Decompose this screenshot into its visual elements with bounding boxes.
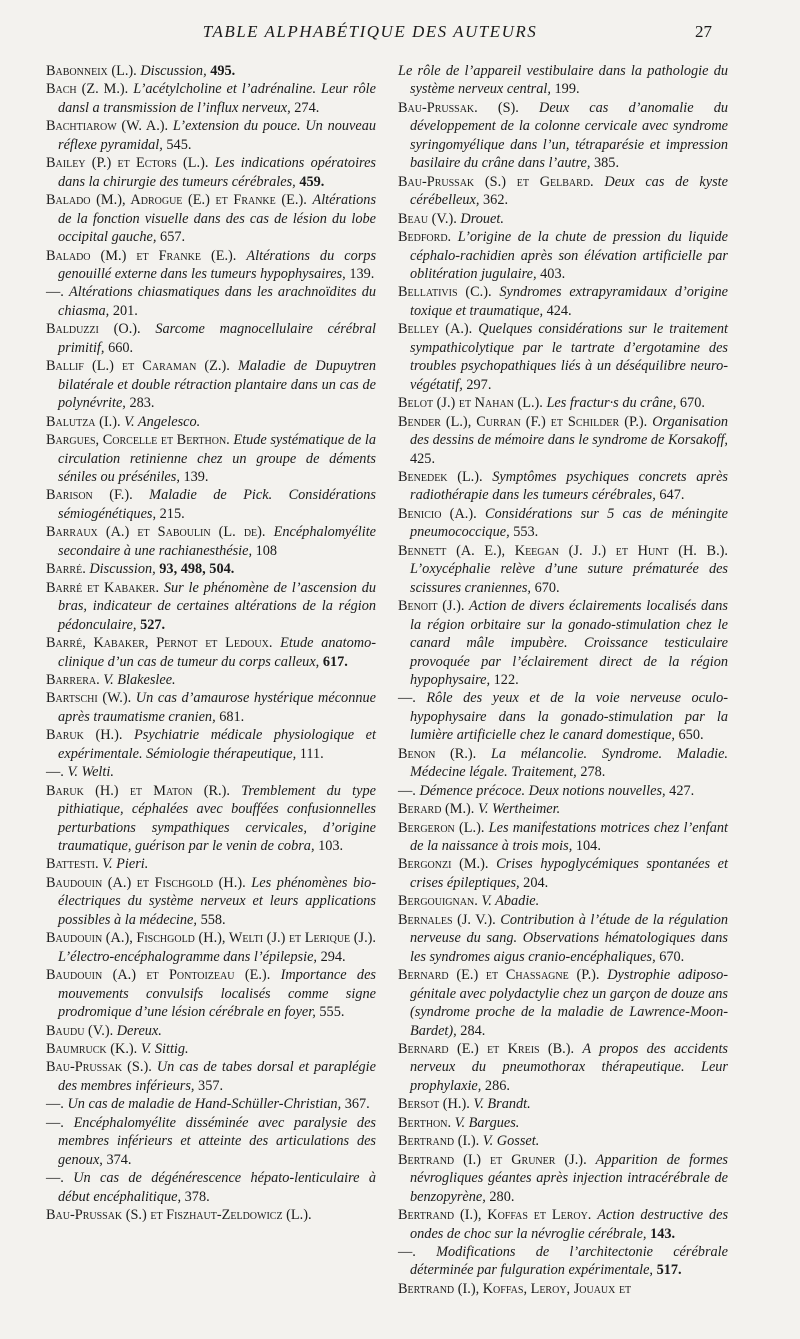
entry-page-ref: 374. bbox=[106, 1151, 132, 1168]
entry-page-ref: 670. bbox=[679, 395, 705, 412]
entry-author: —. bbox=[46, 1096, 64, 1113]
index-entry bbox=[398, 320, 728, 394]
index-entry bbox=[46, 523, 376, 560]
entry-title: Encéphalomyélite secondaire à une rachianesthésie, bbox=[58, 524, 377, 559]
entry-title: Un cas de tabes dorsal et paraplégie des membres inférieurs, bbox=[58, 1059, 376, 1094]
entry-author: Baudu (V.). bbox=[46, 1022, 114, 1039]
index-entry bbox=[46, 1058, 376, 1095]
entry-title: Etude systématique de la circulation retinienne chez un groupe de déments séniles ou préséniles, bbox=[58, 432, 376, 485]
entry-page-ref: 424. bbox=[546, 302, 572, 319]
entry-title: Tremblement du type pithiatique, céphalées avec bouffées confusionnelles perturbations sympathiques cervicales, d’origine traumatique, guérison par le venin de cobra, bbox=[58, 782, 376, 855]
entry-title: Maladie de Dupuytren bilatérale et double rétraction plantaire dans un cas de polynévrite, bbox=[58, 358, 377, 412]
entry-title: V. Angelesco. bbox=[124, 413, 201, 430]
entry-author: Bersot (H.). bbox=[398, 1096, 470, 1113]
entry-title: Un cas de maladie de Hand-Schüller-Christian, bbox=[67, 1096, 342, 1113]
entry-page-ref: 367. bbox=[344, 1096, 370, 1113]
index-entry bbox=[46, 357, 376, 412]
entry-author: —. bbox=[46, 1170, 64, 1187]
entry-title: Démence précoce. Deux notions nouvelles, bbox=[419, 782, 666, 799]
entry-page-ref: 201. bbox=[112, 302, 138, 319]
entry-page-ref: 280. bbox=[489, 1188, 515, 1205]
entry-title: V. Wertheimer. bbox=[477, 801, 561, 818]
entry-author: —. bbox=[398, 690, 416, 707]
entry-title: Sur le phénomène de l’ascension du bras, indicateur de certaines altérations de la région pédonculaire, bbox=[58, 579, 376, 633]
entry-title: V. Gosset. bbox=[482, 1133, 540, 1150]
entry-title: V. Abadie. bbox=[481, 893, 540, 910]
entry-page-ref: 495. bbox=[210, 63, 236, 79]
index-entry bbox=[398, 210, 728, 228]
entry-title: Deux cas de kyste cérébelleux, bbox=[410, 173, 729, 209]
index-entry bbox=[398, 1280, 728, 1298]
entry-author: Berard (M.). bbox=[398, 801, 475, 818]
index-entry bbox=[46, 855, 376, 873]
index-entry bbox=[398, 689, 728, 744]
entry-author: Bennett (A. E.), Keegan (J. J.) et Hunt (H. B.). bbox=[398, 542, 728, 559]
entry-title: Un cas d’amaurose hystérique méconnue après traumatisme cranien, bbox=[58, 690, 376, 725]
entry-author: Belot (J.) et Nahan (L.). bbox=[398, 395, 543, 412]
entry-page-ref: 357. bbox=[198, 1077, 224, 1094]
right-column bbox=[398, 62, 728, 1298]
entry-author: Bartschi (W.). bbox=[46, 690, 132, 707]
index-entry bbox=[398, 1114, 728, 1132]
index-entry bbox=[398, 782, 728, 800]
index-entry bbox=[398, 1243, 728, 1280]
entry-title: L’origine de la chute de pression du liquide céphalo-rachidien après son élévation artificielle par oblitération jugulaire, bbox=[410, 229, 729, 282]
index-entry bbox=[46, 486, 376, 523]
index-entry bbox=[398, 505, 728, 542]
entry-page-ref: 286. bbox=[484, 1077, 510, 1094]
index-entry bbox=[398, 173, 728, 210]
index-entry bbox=[46, 1169, 376, 1206]
entry-author: Barraux (A.) et Saboulin (L. de). bbox=[46, 524, 266, 541]
entry-title: Les manifestations motrices chez l’enfant de la naissance à trois mois, bbox=[410, 819, 728, 855]
index-entry bbox=[46, 1040, 376, 1058]
entry-author: Battesti. bbox=[46, 856, 99, 873]
index-entry bbox=[46, 62, 376, 80]
index-entry bbox=[46, 80, 376, 117]
entry-author: Baruk (H.). bbox=[46, 727, 123, 744]
entry-page-ref: 283. bbox=[129, 395, 155, 412]
index-entry bbox=[46, 431, 376, 486]
entry-page-ref: 425. bbox=[410, 450, 436, 467]
entry-author: Bachtiarow (W. A.). bbox=[46, 118, 169, 135]
entry-page-ref: 108 bbox=[255, 542, 278, 559]
entry-title: A propos des accidents nerveux du pneumothorax thérapeutique. Leur prophylaxie, bbox=[410, 1041, 728, 1094]
entry-author: Bau-Prussak (S.) et Fiszhaut-Zeldowicz (L.). bbox=[46, 1207, 312, 1224]
entry-author: Bergeron (L.). bbox=[398, 819, 485, 836]
entry-author: Bergouignan. bbox=[398, 893, 478, 910]
index-entry bbox=[46, 560, 376, 578]
index-entry bbox=[398, 819, 728, 856]
entry-page-ref: 378. bbox=[184, 1188, 210, 1205]
entry-author: Bertrand (I.), Koffas et Leroy. bbox=[398, 1207, 592, 1224]
entry-page-ref: 545. bbox=[166, 136, 192, 153]
entry-title: Les indications opératoires dans la chirurgie des tumeurs cérébrales, bbox=[58, 155, 376, 190]
entry-author: Belley (A.). bbox=[398, 321, 473, 338]
entry-title: L’oxycéphalie relève d’une suture prématurée des scissures craniennes, bbox=[410, 561, 728, 596]
entry-title: Discussion, bbox=[89, 561, 156, 578]
entry-title: V. Welti. bbox=[67, 764, 114, 781]
entry-author: Bau-Prussak. (S). bbox=[398, 99, 519, 116]
index-entry bbox=[46, 1114, 376, 1169]
index-entry bbox=[46, 117, 376, 154]
entry-page-ref: 284. bbox=[460, 1022, 486, 1039]
index-entry bbox=[398, 1132, 728, 1150]
entry-page-ref: 274. bbox=[294, 99, 320, 116]
index-entry bbox=[46, 874, 376, 929]
entry-page-ref: 111. bbox=[299, 745, 324, 762]
entry-author: Balado (M.) et Franke (E.). bbox=[46, 247, 237, 264]
entry-title: Organisation des dessins de mémoire dans le syndrome de Korsakoff, bbox=[410, 413, 729, 449]
index-entry bbox=[398, 800, 728, 818]
index-entry bbox=[46, 154, 376, 191]
index-entry bbox=[398, 228, 728, 283]
entry-title: L’extension du pouce. Un nouveau réflexe pyramidal, bbox=[58, 118, 377, 153]
entry-title: V. Blakeslee. bbox=[103, 671, 176, 688]
entry-title: Dereux. bbox=[116, 1022, 162, 1039]
entry-author: Bernard (E.) et Kreis (B.). bbox=[398, 1041, 575, 1058]
index-entry bbox=[46, 689, 376, 726]
entry-page-ref: 670. bbox=[534, 579, 560, 596]
entry-author: Benicio (A.). bbox=[398, 505, 477, 522]
entry-title: L’acétylcholine et l’adrénaline. Leur rôle dansl a transmission de l’influx nerveux, bbox=[58, 81, 376, 116]
page-number: 27 bbox=[695, 22, 712, 41]
entry-page-ref: 139. bbox=[349, 265, 375, 282]
index-entry bbox=[398, 597, 728, 689]
entry-title: L’électro-encéphalogramme dans l’épilepsie, bbox=[58, 948, 317, 965]
entry-author: Bernales (J. V.). bbox=[398, 911, 496, 928]
index-entry bbox=[398, 394, 728, 412]
entry-page-ref: 143. bbox=[650, 1225, 676, 1242]
entry-page-ref: 403. bbox=[540, 265, 566, 282]
index-entry bbox=[46, 283, 376, 320]
entry-page-ref: 103. bbox=[318, 838, 344, 855]
entry-title: Un cas de dégénérescence hépato-lenticulaire à début encéphalitique, bbox=[58, 1170, 376, 1205]
index-entry bbox=[398, 745, 728, 782]
entry-title: Syndromes extrapyramidaux d’origine toxique et traumatique, bbox=[410, 284, 728, 319]
entry-author: Bernard (E.) et Chassagne (P.). bbox=[398, 967, 600, 984]
entry-title: Quelques considérations sur le traitement sympathicolytique par le tartrate d’ergotamine des troubles psychopathiques liés à un déséquilibre neuro-végétatif, bbox=[410, 321, 728, 393]
entry-author: —. bbox=[46, 764, 64, 781]
entry-page-ref: 650. bbox=[678, 727, 704, 744]
entry-page-ref: 670. bbox=[659, 948, 685, 965]
entry-author: Benedek (L.). bbox=[398, 468, 483, 485]
entry-page-ref: 204. bbox=[523, 874, 549, 891]
index-entry bbox=[46, 1095, 376, 1113]
entry-author: Balduzzi (O.). bbox=[46, 321, 141, 338]
entry-author: —. bbox=[398, 1244, 416, 1260]
entry-page-ref: 297. bbox=[466, 376, 492, 393]
index-entry bbox=[46, 1022, 376, 1040]
entry-page-ref: 427. bbox=[669, 782, 695, 799]
entry-title: Etude anatomo-clinique d’un cas de tumeur du corps calleux, bbox=[58, 635, 376, 670]
entry-author: Benoit (J.). bbox=[398, 598, 465, 615]
entry-page-ref: 558. bbox=[200, 911, 226, 928]
entry-author: Barré, Kabaker, Pernot et Ledoux. bbox=[46, 635, 273, 652]
index-entry bbox=[46, 671, 376, 689]
entry-page-ref: 93, 498, 504. bbox=[159, 561, 235, 578]
index-entry bbox=[398, 99, 728, 173]
entry-author: Bender (L.), Curran (F.) et Schilder (P.). bbox=[398, 413, 648, 430]
entry-author: Balutza (I.). bbox=[46, 413, 121, 430]
entry-author: Bach (Z. M.). bbox=[46, 81, 129, 98]
entry-title: Discussion, bbox=[140, 63, 207, 79]
entry-author: —. bbox=[46, 284, 64, 301]
entry-page-ref: 647. bbox=[659, 487, 685, 504]
entry-author: Baumruck (K.). bbox=[46, 1041, 138, 1058]
entry-page-ref: 617. bbox=[322, 653, 348, 670]
entry-author: —. bbox=[398, 782, 416, 799]
index-entry bbox=[46, 579, 376, 634]
entry-page-ref: 362. bbox=[483, 192, 509, 209]
entry-page-ref: 294. bbox=[320, 948, 346, 965]
index-entry bbox=[398, 1095, 728, 1113]
entry-title: V. Brandt. bbox=[473, 1096, 531, 1113]
index-entry bbox=[46, 247, 376, 284]
entry-title: Action de divers éclairements localisés dans la région orbitaire sur la gonado-stimulation chez le canard mâle impubère. Croissance testiculaire provoquée par l’éclairement direct de la région hypophysaire, bbox=[410, 598, 728, 688]
entry-author: —. bbox=[46, 1114, 64, 1131]
entry-title: Symptômes psychiques concrets après radiothérapie dans les tumeurs cérébrales, bbox=[410, 468, 729, 504]
entry-author: Baudouin (A.), Fischgold (H.), Welti (J.) et Lerique (J.). bbox=[46, 930, 376, 947]
index-entry bbox=[398, 855, 728, 892]
entry-author: Bedford. bbox=[398, 229, 452, 246]
index-entry bbox=[398, 892, 728, 910]
entry-page-ref: 139. bbox=[183, 468, 209, 485]
index-entry bbox=[398, 468, 728, 505]
entry-title: Maladie de Pick. Considérations sémiogénétiques, bbox=[58, 487, 376, 522]
entry-author: Barrera. bbox=[46, 671, 100, 688]
index-entry bbox=[46, 320, 376, 357]
entry-title: V. Sittig. bbox=[140, 1041, 189, 1058]
entry-page-ref: 199. bbox=[554, 81, 580, 98]
entry-page-ref: 657. bbox=[160, 229, 186, 246]
entry-title: Les phénomènes bio-électriques du système nerveux et leurs applications possibles à la médecine, bbox=[58, 874, 376, 928]
entry-author: Ballif (L.) et Caraman (Z.). bbox=[46, 358, 230, 375]
entry-author: Baudouin (A.) et Pontoizeau (E.). bbox=[46, 967, 271, 984]
entry-page-ref: 122. bbox=[493, 671, 519, 688]
index-entry bbox=[398, 283, 728, 320]
entry-title: Importance des mouvements convulsifs localisés comme signe prodromique d’une lésion cérébrale en foyer, bbox=[58, 967, 376, 1021]
index-entry bbox=[398, 413, 728, 468]
entry-author: Berthon. bbox=[398, 1114, 452, 1131]
index-entry bbox=[46, 929, 376, 966]
index-entry bbox=[46, 1206, 376, 1224]
entry-title: Encéphalomyélite disséminée avec paralysie des membres inférieurs et atteinte des articulations des genoux, bbox=[58, 1114, 376, 1168]
entry-title: Altérations de la fonction visuelle dans des cas de lésion du lobe occipital gauche, bbox=[58, 192, 377, 246]
entry-author: Beau (V.). bbox=[398, 210, 457, 227]
index-entry bbox=[46, 634, 376, 671]
entry-author: Bailey (P.) et Ectors (L.). bbox=[46, 155, 209, 172]
entry-title: V. Bargues. bbox=[454, 1114, 520, 1131]
index-entry bbox=[46, 763, 376, 781]
entry-title: Apparition de formes névrogliques géantes après injection intracérébrale de benzopyrène, bbox=[410, 1151, 728, 1205]
entry-page-ref: 553. bbox=[513, 524, 539, 541]
entry-title: La mélancolie. Syndrome. Maladie. Médecine légale. Traitement, bbox=[410, 745, 728, 781]
entry-page-ref: 104. bbox=[575, 838, 601, 855]
entry-page-ref: 681. bbox=[219, 708, 245, 725]
entry-page-ref: 278. bbox=[580, 764, 606, 781]
entry-title: Psychiatrie médicale physiologique et expérimentale. Sémiologie thérapeutique, bbox=[58, 727, 376, 762]
entry-page-ref: 215. bbox=[159, 505, 185, 522]
entry-author: Baudouin (A.) et Fischgold (H.). bbox=[46, 874, 246, 891]
entry-title: Sarcome magnocellulaire cérébral primitif, bbox=[58, 321, 376, 356]
entry-author: Barré. bbox=[46, 561, 86, 578]
entry-page-ref: 555. bbox=[319, 1004, 345, 1021]
entry-author: Bertrand (I.) et Gruner (J.). bbox=[398, 1151, 587, 1168]
entry-page-ref: 459. bbox=[299, 173, 325, 190]
entry-author: Benon (R.). bbox=[398, 745, 477, 762]
entry-author: Balado (M.), Adrogue (E.) et Franke (E.). bbox=[46, 192, 307, 209]
entry-author: Bertrand (I.). bbox=[398, 1133, 480, 1150]
entry-author: Bargues, Corcelle et Berthon. bbox=[46, 432, 230, 449]
entry-author: Barison (F.). bbox=[46, 487, 133, 504]
index-entry bbox=[46, 966, 376, 1021]
entry-author: Baruk (H.) et Maton (R.). bbox=[46, 782, 230, 799]
entry-author: Bergonzi (M.). bbox=[398, 856, 489, 873]
index-entry bbox=[46, 191, 376, 246]
index-entry bbox=[398, 1151, 728, 1206]
entry-author: Bau-Prussak (S.). bbox=[46, 1059, 152, 1076]
entry-author: Barré et Kabaker. bbox=[46, 579, 160, 596]
index-entry bbox=[398, 1040, 728, 1095]
index-entry bbox=[46, 782, 376, 856]
entry-title: Crises hypoglycémiques spontanées et crises épileptiques, bbox=[410, 856, 728, 891]
entry-title: Les fractur·s du crâne, bbox=[546, 395, 677, 412]
entry-title: Contribution à l’étude de la régulation nerveuse du sang. Observations hématologiques dans les syndromes aigus cranio-encéphaliques, bbox=[410, 911, 729, 965]
entry-author: Bau-Prussak (S.) et Gelbard. bbox=[398, 173, 594, 190]
entry-title: Altérations chiasmatiques dans les arachnoïdites du chiasma, bbox=[58, 284, 377, 319]
index-entry bbox=[398, 911, 728, 966]
entry-title: V. Pieri. bbox=[102, 856, 149, 873]
entry-title: Le rôle de l’appareil vestibulaire dans la pathologie du système nerveux central, bbox=[398, 63, 728, 98]
entry-page-ref: 385. bbox=[594, 155, 620, 172]
index-entry bbox=[398, 1206, 728, 1243]
entry-title: Rôle des yeux et de la voie nerveuse oculo-hypophysaire dans la gonado-stimulation par la lumière artificielle chez le canard domestique, bbox=[410, 690, 728, 744]
entry-page-ref: 527. bbox=[140, 616, 166, 633]
index-entry bbox=[398, 62, 728, 99]
index-entry bbox=[46, 413, 376, 431]
entry-title: Drouet. bbox=[460, 210, 504, 227]
entry-page-ref: 660. bbox=[108, 339, 134, 356]
index-entry bbox=[46, 726, 376, 763]
index-entry bbox=[398, 966, 728, 1040]
entry-title: Modifications de l’architectonie cérébrale déterminée par fulguration expérimentale, bbox=[410, 1244, 728, 1279]
entry-title: Deux cas d’anomalie du développement de la colonne cervicale avec syndrome syringomyélique dans l’un, tétraparésie et impression basilaire du crâne dans l’autre, bbox=[410, 99, 728, 172]
entry-author: Bertrand (I.), Koffas, Leroy, Jouaux et bbox=[398, 1280, 632, 1297]
entry-title: Altérations du corps genouillé externe dans les tumeurs hypophysaires, bbox=[58, 247, 377, 282]
entry-author: Bellativis (C.). bbox=[398, 284, 492, 301]
entry-page-ref: 517. bbox=[656, 1262, 682, 1279]
running-title: TABLE ALPHABÉTIQUE DES AUTEURS bbox=[202, 22, 538, 41]
entry-author: Babonneix (L.). bbox=[46, 63, 137, 79]
entry-title: Dystrophie adiposo-génitale avec polydactylie chez un garçon de douze ans (syndrome proche de la maladie de Lawrence-Moon-Bardet), bbox=[410, 967, 728, 1039]
entry-title: Considérations sur 5 cas de méningite pneumococcique, bbox=[410, 505, 728, 541]
left-column bbox=[46, 62, 376, 1225]
entry-title: Action destructive des ondes de choc sur la névroglie cérébrale, bbox=[410, 1207, 729, 1242]
index-entry bbox=[398, 542, 728, 597]
